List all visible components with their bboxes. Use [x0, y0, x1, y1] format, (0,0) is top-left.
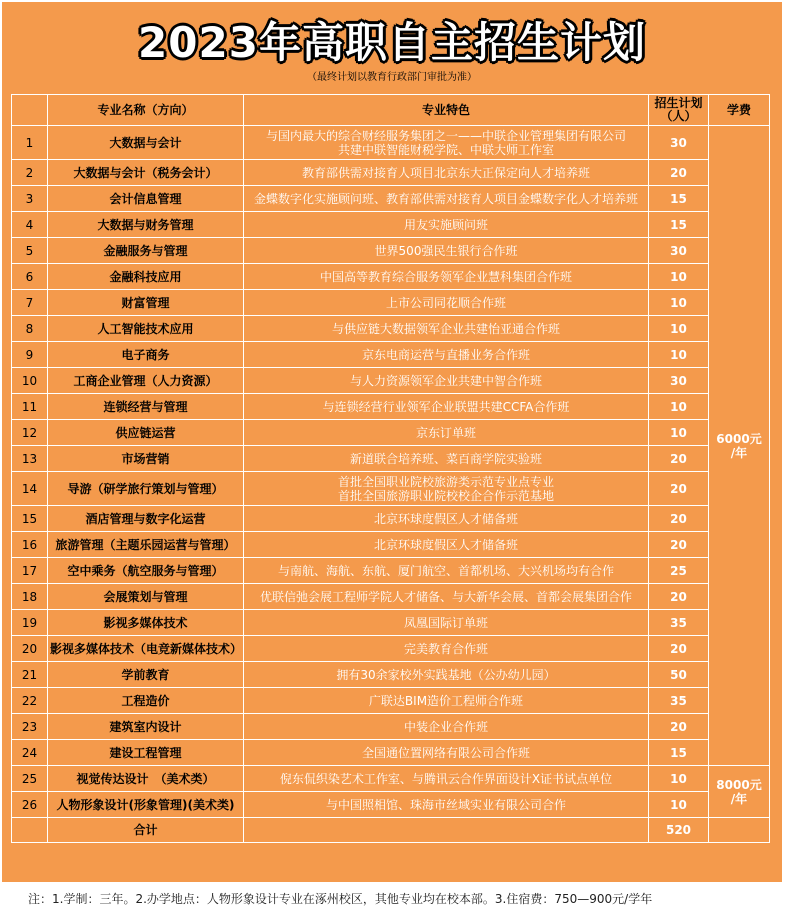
major-name: 供应链运营 [48, 420, 244, 446]
feature-line: 上市公司同花顺合作班 [385, 295, 506, 310]
table-row [12, 766, 770, 792]
enrollment-quota: 15 [649, 740, 709, 766]
major-feature [244, 238, 649, 264]
row-number: 13 [12, 446, 48, 472]
major-name: 大数据与会计（税务会计） [48, 160, 244, 186]
feature-line: 完美教育合作班 [403, 641, 488, 656]
table-row [12, 792, 770, 818]
table-row [12, 316, 770, 342]
tuition-fee-value: 6000元 [716, 431, 762, 446]
total-row [12, 818, 770, 843]
row-number: 10 [12, 368, 48, 394]
enrollment-quota: 15 [649, 186, 709, 212]
table-body [12, 126, 770, 818]
feature-line: 全国通位置网络有限公司合作班 [361, 745, 530, 760]
enrollment-quota: 30 [649, 238, 709, 264]
major-name: 金融科技应用 [48, 264, 244, 290]
row-number: 25 [12, 766, 48, 792]
major-name: 建设工程管理 [48, 740, 244, 766]
major-feature [244, 610, 649, 636]
table-row [12, 472, 770, 506]
feature-line: 优联信弛会展工程师学院人才储备、与大新华会展、首都会展集团合作 [259, 589, 632, 604]
row-number: 1 [12, 126, 48, 160]
row-number: 3 [12, 186, 48, 212]
feature-line: 北京环球度假区人才储备班 [373, 511, 518, 526]
major-name: 财富管理 [48, 290, 244, 316]
major-name: 电子商务 [48, 342, 244, 368]
major-name: 大数据与会计 [48, 126, 244, 160]
feature-line: 凤凰国际订单班 [403, 615, 488, 630]
major-feature [244, 714, 649, 740]
feature-line: 新道联合培养班、菜百商学院实验班 [349, 451, 542, 466]
enrollment-quota: 30 [649, 368, 709, 394]
major-feature [244, 792, 649, 818]
page-title: 2023年高职自主招生计划 [138, 18, 646, 67]
major-feature [244, 420, 649, 446]
table-row [12, 186, 770, 212]
row-number: 23 [12, 714, 48, 740]
row-number: 16 [12, 532, 48, 558]
enrollment-quota: 20 [649, 446, 709, 472]
major-feature [244, 688, 649, 714]
major-feature [244, 472, 649, 506]
feature-line: 用友实施顾问班 [403, 217, 488, 232]
major-name: 导游（研学旅行策划与管理） [48, 472, 244, 506]
feature-line: 金蝶数字化实施顾问班、教育部供需对接育人项目金蝶数字化人才培养班 [253, 191, 638, 206]
table-row [12, 532, 770, 558]
row-number: 20 [12, 636, 48, 662]
major-feature [244, 316, 649, 342]
row-number: 11 [12, 394, 48, 420]
row-number: 8 [12, 316, 48, 342]
major-name: 空中乘务（航空服务与管理） [48, 558, 244, 584]
feature-line: 与连锁经营行业领军企业联盟共建CCFA合作班 [322, 399, 570, 414]
table-row [12, 558, 770, 584]
major-feature [244, 446, 649, 472]
header-quota: 招生计划（人） [649, 95, 709, 126]
feature-line: 中装企业合作班 [403, 719, 488, 734]
table-row [12, 610, 770, 636]
major-feature [244, 186, 649, 212]
major-name: 工程造价 [48, 688, 244, 714]
major-name: 大数据与财务管理 [48, 212, 244, 238]
enrollment-quota: 20 [649, 506, 709, 532]
tuition-fee [709, 126, 770, 766]
major-feature [244, 740, 649, 766]
table-row [12, 420, 770, 446]
total-label: 合计 [48, 818, 244, 843]
major-name: 人物形象设计(形象管理)(美术类) [48, 792, 244, 818]
table-row [12, 368, 770, 394]
table-row [12, 506, 770, 532]
major-name: 市场营销 [48, 446, 244, 472]
major-name: 影视多媒体技术（电竞新媒体技术） [48, 636, 244, 662]
enrollment-quota: 20 [649, 584, 709, 610]
table-row [12, 688, 770, 714]
enrollment-quota: 30 [649, 126, 709, 160]
enrollment-quota: 20 [649, 532, 709, 558]
page-subtitle: （最终计划以教育行政部门审批为准） [307, 72, 477, 83]
major-name: 会展策划与管理 [48, 584, 244, 610]
enrollment-quota: 20 [649, 636, 709, 662]
feature-line: 首批全国职业院校旅游类示范专业点专业 [337, 474, 554, 489]
table-row [12, 238, 770, 264]
feature-line: 京东订单班 [415, 425, 476, 440]
row-number: 7 [12, 290, 48, 316]
total-value: 520 [649, 818, 709, 843]
enrollment-quota: 20 [649, 472, 709, 506]
major-feature [244, 212, 649, 238]
major-feature [244, 506, 649, 532]
header-feature: 专业特色 [244, 95, 649, 126]
feature-line: 世界500强民生银行合作班 [374, 243, 518, 258]
tuition-fee-value: 8000元 [716, 777, 762, 792]
row-number: 2 [12, 160, 48, 186]
major-feature [244, 264, 649, 290]
row-number: 22 [12, 688, 48, 714]
table-row [12, 126, 770, 160]
enrollment-quota: 10 [649, 342, 709, 368]
enrollment-quota: 10 [649, 264, 709, 290]
major-name: 视觉传达设计 （美术类） [48, 766, 244, 792]
major-feature [244, 368, 649, 394]
enrollment-quota: 25 [649, 558, 709, 584]
header-no [12, 95, 48, 126]
major-feature [244, 662, 649, 688]
table-row [12, 446, 770, 472]
major-name: 酒店管理与数字化运营 [48, 506, 244, 532]
enrollment-quota: 35 [649, 688, 709, 714]
feature-line: 倪东侃织染艺术工作室、与腾讯云合作界面设计X证书试点单位 [279, 771, 613, 786]
enrollment-quota: 20 [649, 160, 709, 186]
header-name: 专业名称（方向） [48, 95, 244, 126]
feature-line: 与供应链大数据领军企业共建怡亚通合作班 [331, 321, 560, 336]
enrollment-quota: 10 [649, 420, 709, 446]
table-row [12, 714, 770, 740]
table-row [12, 342, 770, 368]
total-no-cell [12, 818, 48, 843]
row-number: 5 [12, 238, 48, 264]
row-number: 19 [12, 610, 48, 636]
table-row [12, 636, 770, 662]
table-header-row [12, 95, 770, 126]
major-name: 连锁经营与管理 [48, 394, 244, 420]
table-row [12, 212, 770, 238]
enrollment-quota: 15 [649, 212, 709, 238]
major-feature [244, 532, 649, 558]
total-feature-cell [244, 818, 649, 843]
row-number: 4 [12, 212, 48, 238]
feature-line: 广联达BIM造价工程师合作班 [368, 693, 524, 708]
row-number: 21 [12, 662, 48, 688]
major-feature [244, 584, 649, 610]
table-row [12, 264, 770, 290]
feature-line: 共建中联智能财税学院、中联大师工作室 [337, 142, 554, 157]
major-name: 工商企业管理（人力资源） [48, 368, 244, 394]
major-feature [244, 766, 649, 792]
major-feature [244, 342, 649, 368]
row-number: 18 [12, 584, 48, 610]
table-row [12, 740, 770, 766]
enrollment-quota: 10 [649, 766, 709, 792]
row-number: 12 [12, 420, 48, 446]
table-row [12, 394, 770, 420]
enrollment-quota: 10 [649, 792, 709, 818]
row-number: 24 [12, 740, 48, 766]
feature-line: 京东电商运营与直播业务合作班 [361, 347, 530, 362]
major-name: 金融服务与管理 [48, 238, 244, 264]
tuition-fee [709, 766, 770, 818]
feature-line: 与中国照相馆、珠海市丝域实业有限公司合作 [325, 797, 566, 812]
feature-line: 拥有30余家校外实践基地（公办幼儿园） [336, 667, 556, 682]
enrollment-quota: 10 [649, 290, 709, 316]
enrollment-quota: 20 [649, 714, 709, 740]
major-feature [244, 394, 649, 420]
row-number: 6 [12, 264, 48, 290]
row-number: 9 [12, 342, 48, 368]
major-feature [244, 160, 649, 186]
table-row [12, 290, 770, 316]
feature-line: 首批全国旅游职业院校校企合作示范基地 [337, 488, 554, 503]
feature-line: 与人力资源领军企业共建中智合作班 [349, 373, 542, 388]
enrollment-plan-sheet [2, 2, 782, 882]
enrollment-quota: 50 [649, 662, 709, 688]
major-feature [244, 126, 649, 160]
feature-line: 与国内最大的综合财经服务集团之一——中联企业管理集团有限公司 [265, 128, 626, 143]
footnote: 注：1.学制：三年。2.办学地点：人物形象设计专业在涿州校区，其他专业均在校本部。3.住宿费：750—900元/学年 [28, 892, 653, 906]
tuition-fee-unit: /年 [730, 791, 748, 806]
tuition-fee-unit: /年 [730, 445, 748, 460]
feature-line: 北京环球度假区人才储备班 [373, 537, 518, 552]
major-feature [244, 636, 649, 662]
header-fee: 学费 [709, 95, 770, 126]
major-name: 人工智能技术应用 [48, 316, 244, 342]
row-number: 26 [12, 792, 48, 818]
row-number: 14 [12, 472, 48, 506]
feature-line: 教育部供需对接育人项目北京东大正保定向人才培养班 [301, 165, 590, 180]
table-row [12, 662, 770, 688]
enrollment-plan-table [11, 94, 770, 843]
table-row [12, 584, 770, 610]
major-feature [244, 290, 649, 316]
feature-line: 与南航、海航、东航、厦门航空、首都机场、大兴机场均有合作 [277, 563, 614, 578]
row-number: 15 [12, 506, 48, 532]
major-name: 影视多媒体技术 [48, 610, 244, 636]
enrollment-quota: 10 [649, 394, 709, 420]
total-fee-cell [709, 818, 770, 843]
major-name: 学前教育 [48, 662, 244, 688]
major-feature [244, 558, 649, 584]
major-name: 会计信息管理 [48, 186, 244, 212]
enrollment-quota: 10 [649, 316, 709, 342]
feature-line: 中国高等教育综合服务领军企业慧科集团合作班 [319, 269, 572, 284]
enrollment-quota: 35 [649, 610, 709, 636]
major-name: 旅游管理（主题乐园运营与管理） [48, 532, 244, 558]
major-name: 建筑室内设计 [48, 714, 244, 740]
row-number: 17 [12, 558, 48, 584]
table-row [12, 160, 770, 186]
